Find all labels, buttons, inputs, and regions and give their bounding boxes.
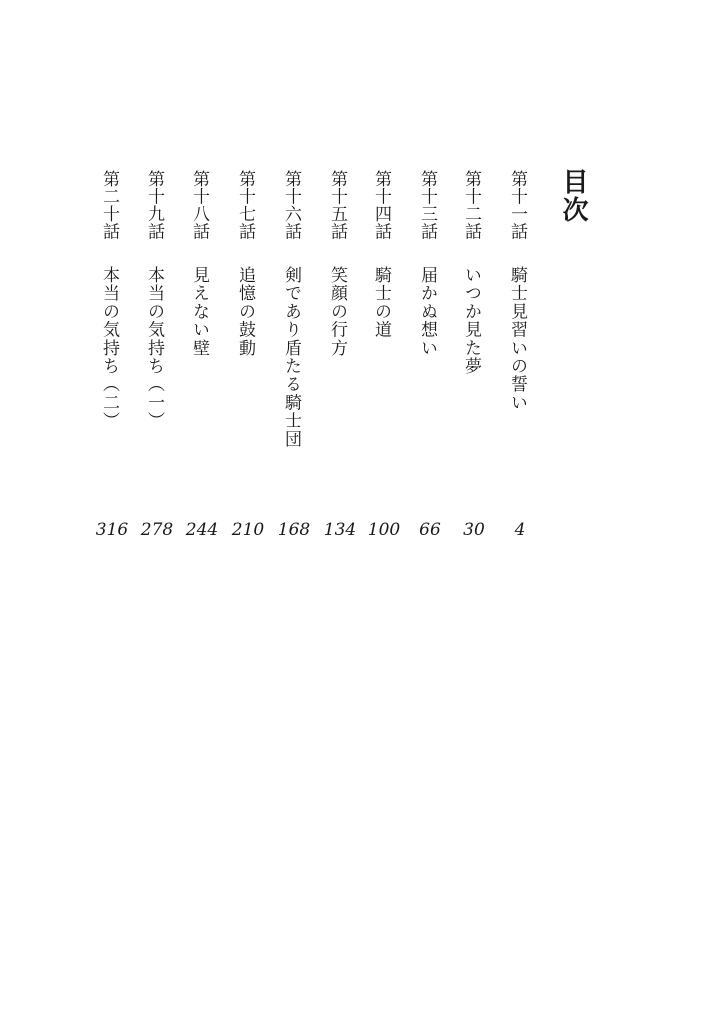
toc-entry: [95, 170, 129, 570]
chapter-number: 第十二話: [461, 170, 481, 240]
chapter-number: 第十七話: [235, 170, 255, 240]
page-number: 100: [367, 520, 401, 540]
page-number: 168: [277, 520, 311, 540]
page-number: 4: [514, 520, 526, 540]
chapter-number: 第二十話: [99, 170, 119, 240]
toc-entry: [231, 170, 265, 570]
page-title: 目次: [558, 168, 588, 224]
chapter-number: 第十六話: [281, 170, 301, 240]
page-number: 66: [419, 520, 441, 540]
page-number: 210: [231, 520, 265, 540]
chapter-title: 騎士の道: [371, 266, 391, 339]
toc-entry: [508, 170, 532, 570]
chapter-number: 第十九話: [144, 170, 164, 240]
chapter-number: 第十一話: [507, 170, 527, 240]
chapter-title: 笑顔の行方: [327, 266, 347, 357]
toc-entry: [418, 170, 442, 570]
chapter-title: 騎士見習いの誓い: [507, 266, 527, 412]
chapter-number: 第十八話: [189, 170, 209, 240]
chapter-title: いつか見た夢: [461, 266, 481, 376]
toc-entry: [462, 170, 486, 570]
chapter-number: 第十三話: [417, 170, 437, 240]
toc-entry: [185, 170, 219, 570]
toc-entry: [323, 170, 357, 570]
toc-entry: [367, 170, 401, 570]
chapter-title: 見えない壁: [189, 266, 209, 357]
page-number: 278: [140, 520, 174, 540]
page-number: 30: [463, 520, 485, 540]
toc-entry: [140, 170, 174, 570]
page-number: 134: [323, 520, 357, 540]
page-number: 316: [95, 520, 129, 540]
chapter-title: 届かぬ想い: [417, 266, 437, 357]
toc-entry: [277, 170, 311, 570]
chapter-title: 追憶の鼓動: [235, 266, 255, 357]
chapter-title: 本当の気持ち（二）: [99, 266, 119, 430]
chapter-number: 第十四話: [371, 170, 391, 240]
chapter-number: 第十五話: [327, 170, 347, 240]
chapter-title: 本当の気持ち（一）: [144, 266, 164, 430]
page-number: 244: [185, 520, 219, 540]
chapter-title: 剣であり盾たる騎士団: [281, 266, 301, 448]
